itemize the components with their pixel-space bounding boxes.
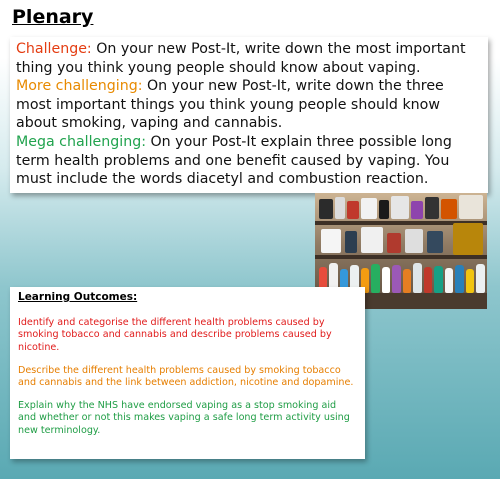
task-more-challenging-text: On your new Post-It, write down the three most important things you think young people should know about smoking, vaping and cannabis. [16,78,444,132]
photo-bottle [434,266,443,293]
photo-box [379,200,389,219]
task-mega-challenging-label: Mega challenging: [16,133,146,150]
photo-box [321,229,341,253]
photo-bottle [445,268,453,293]
photo-box [441,199,457,219]
learning-outcome-2: Describe the different health problems caused by smoking tobacco and cannabis and the link between addiction, nicotine and dopamine. [18,364,354,389]
photo-bottle [424,267,432,293]
page-title: Plenary [12,6,94,28]
photo-bottle [382,267,390,293]
photo-box [427,231,443,253]
photo-bottle [466,269,474,293]
plenary-tasks-box [10,37,488,193]
learning-outcomes-heading: Learning Outcomes: [18,291,138,303]
task-challenge [16,40,482,77]
photo-bottle [455,265,464,293]
photo-bottle [371,264,380,293]
task-challenge-text: On your new Post-It, write down the most important thing you think young people should know about vaping. [16,41,466,76]
learning-outcome-1: Identify and categorise the different health problems caused by smoking tobacco and cannabis and describe problems caused by nicotine. [18,317,332,353]
task-mega-challenging-text: On your Post-It explain three possible long term health problems and one benefit caused by vaping. You must include the words diacetyl and combustion reaction. [16,133,452,188]
photo-box [345,231,357,253]
learning-outcome-3: Explain why the NHS have endorsed vaping as a stop smoking aid and whether or not this makes vaping a safe long term activity using new terminology. [18,400,350,436]
photo-bottle [392,265,401,293]
photo-bottle [403,269,411,293]
task-mega-challenging [16,133,482,189]
photo-box [453,223,483,255]
photo-box [411,201,423,219]
photo-bottle [413,263,422,293]
photo-box [361,227,383,253]
learning-outcomes-box [10,287,365,459]
task-challenge-label: Challenge: [16,41,92,57]
photo-box [319,199,333,219]
photo-box [391,196,409,219]
photo-box [387,233,401,253]
photo-box [459,195,483,219]
task-more-challenging-label: More challenging: [16,78,143,95]
photo-box [347,201,359,219]
photo-box [335,197,345,219]
photo-shelf [315,255,487,259]
task-more-challenging [16,77,482,133]
photo-box [425,197,439,219]
photo-box [405,229,423,253]
photo-box [361,198,377,219]
photo-bottle [476,264,485,293]
